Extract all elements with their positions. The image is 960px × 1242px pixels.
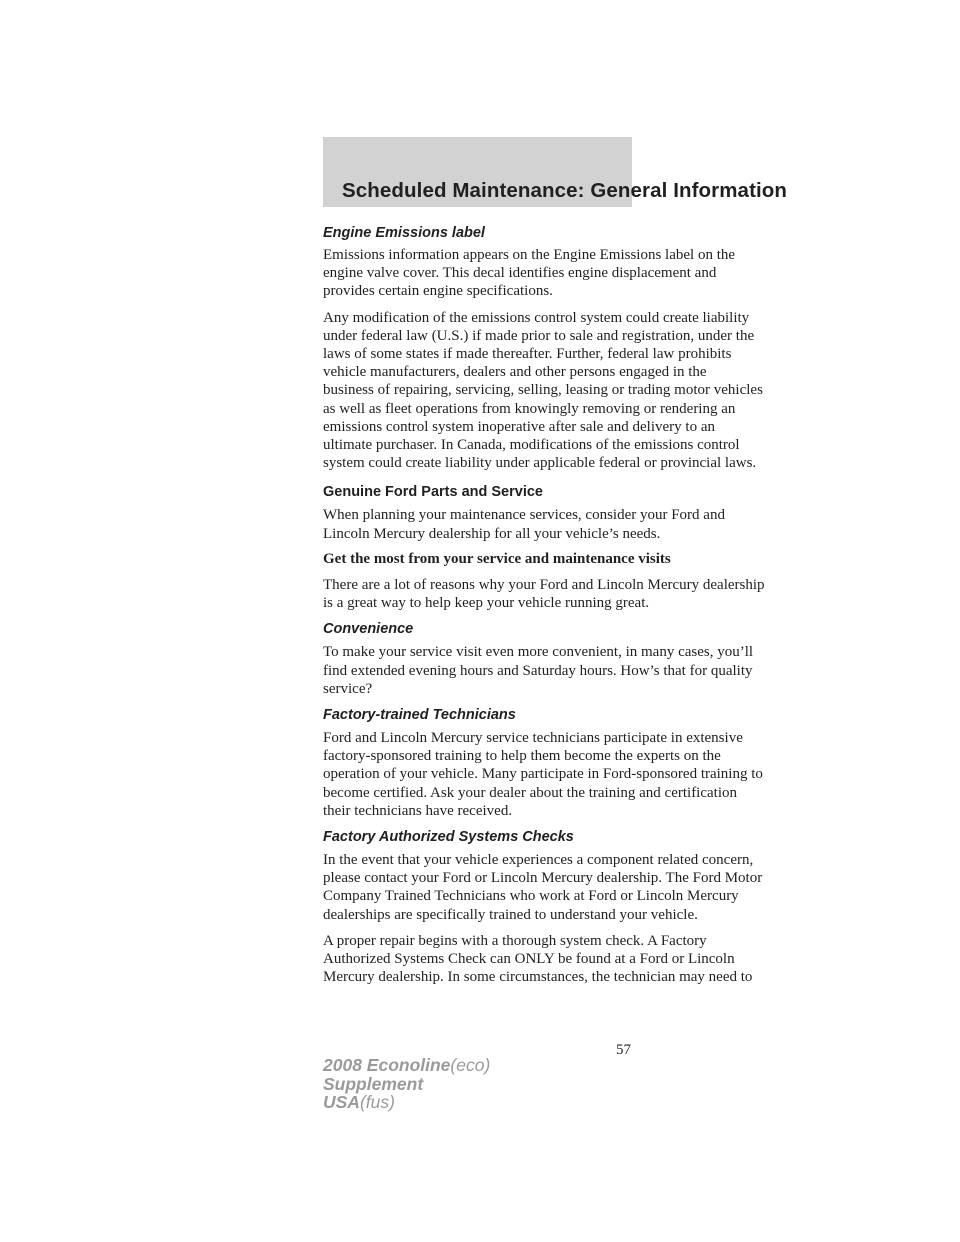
page-content <box>323 219 765 987</box>
paragraph <box>323 246 736 301</box>
footer-model: 2008 Econoline <box>323 1055 451 1075</box>
paragraph <box>323 506 725 542</box>
text-line: Authorized Systems Check can ONLY be found at a Ford or Lincoln <box>323 951 735 968</box>
paragraph <box>323 932 753 987</box>
text-line: In the event that your vehicle experiences a component related concern, <box>323 852 754 869</box>
footer-market: USA <box>323 1092 360 1112</box>
text-line: Ford and Lincoln Mercury service technicians participate in extensive <box>323 730 743 747</box>
section-heading-convenience: Convenience <box>323 621 414 638</box>
text-line: There are a lot of reasons why your Ford and Lincoln Mercury dealership <box>323 577 765 594</box>
paragraph <box>323 576 765 612</box>
text-line: their technicians have received. <box>323 802 513 819</box>
text-line: service? <box>323 680 373 697</box>
text-line: To make your service visit even more convenient, in many cases, you’ll <box>323 644 754 661</box>
text-line: Emissions information appears on the Engine Emissions label on the <box>323 247 736 263</box>
text-line: engine valve cover. This decal identifies engine displacement and <box>323 265 717 282</box>
text-line: laws of some states if made thereafter. Further, federal law prohibits <box>323 346 732 363</box>
page-header-title: Scheduled Maintenance: General Information <box>342 179 788 202</box>
text-line: Any modification of the emissions control system could create liability <box>323 309 750 326</box>
paragraph <box>323 729 763 820</box>
text-line: Lincoln Mercury dealership for all your vehicle’s needs. <box>323 525 661 542</box>
text-line: provides certain engine specifications. <box>323 283 553 300</box>
paragraph <box>323 309 763 473</box>
text-line: under federal law (U.S.) if made prior to sale and registration, under the <box>323 327 755 344</box>
footer-line-1 <box>323 1056 490 1075</box>
text-line: vehicle manufacturers, dealers and other persons engaged in the <box>323 364 707 381</box>
text-line: find extended evening hours and Saturday hours. How’s that for quality <box>323 662 753 679</box>
text-line: ultimate purchaser. In Canada, modifications of the emissions control <box>323 437 740 454</box>
text-line: Company Trained Technicians who work at Ford or Lincoln Mercury <box>323 888 739 905</box>
footer-market-code: (fus) <box>359 1092 395 1112</box>
footer-line-2 <box>323 1075 490 1094</box>
text-line: as well as fleet operations from knowingly removing or rendering an <box>323 400 736 417</box>
text-line: business of repairing, servicing, selling, leasing or trading motor vehicles <box>323 382 763 399</box>
paragraph <box>323 851 763 924</box>
text-line: A proper repair begins with a thorough system check. A Factory <box>323 932 707 949</box>
footer-supplement: Supplement <box>323 1073 424 1094</box>
text-line: factory-sponsored training to help them become the experts on the <box>323 748 721 765</box>
text-line: dealerships are specifically trained to understand your vehicle. <box>323 906 698 923</box>
section-heading-genuine-ford-parts: Genuine Ford Parts and Service <box>323 484 543 501</box>
footer-line-3 <box>323 1093 490 1112</box>
section-heading-factory-trained-technicians: Factory-trained Technicians <box>323 707 516 724</box>
section-heading-engine-emissions-label: Engine Emissions label <box>323 225 485 241</box>
text-line: become certified. Ask your dealer about the training and certification <box>323 784 738 801</box>
footer-model-code: (eco) <box>450 1055 491 1075</box>
text-line: operation of your vehicle. Many participate in Ford-sponsored training to <box>323 766 763 783</box>
section-heading-systems-checks: Factory Authorized Systems Checks <box>323 829 574 846</box>
text-line: When planning your maintenance services, consider your Ford and <box>323 507 725 524</box>
text-line: please contact your Ford or Lincoln Mercury dealership. The Ford Motor <box>323 870 763 887</box>
text-line: emissions control system inoperative after sale and delivery to an <box>323 418 715 435</box>
page-number: 57 <box>616 1042 631 1058</box>
text-line: system could create liability under applicable federal or provincial laws. <box>323 455 757 472</box>
paragraph <box>323 643 754 698</box>
footer-imprint <box>323 1056 490 1112</box>
text-line: Mercury dealership. In some circumstances, the technician may need to <box>323 969 753 986</box>
section-heading-service-visits: Get the most from your service and maintenance visits <box>323 550 671 567</box>
text-line: is a great way to help keep your vehicle running great. <box>323 595 650 612</box>
